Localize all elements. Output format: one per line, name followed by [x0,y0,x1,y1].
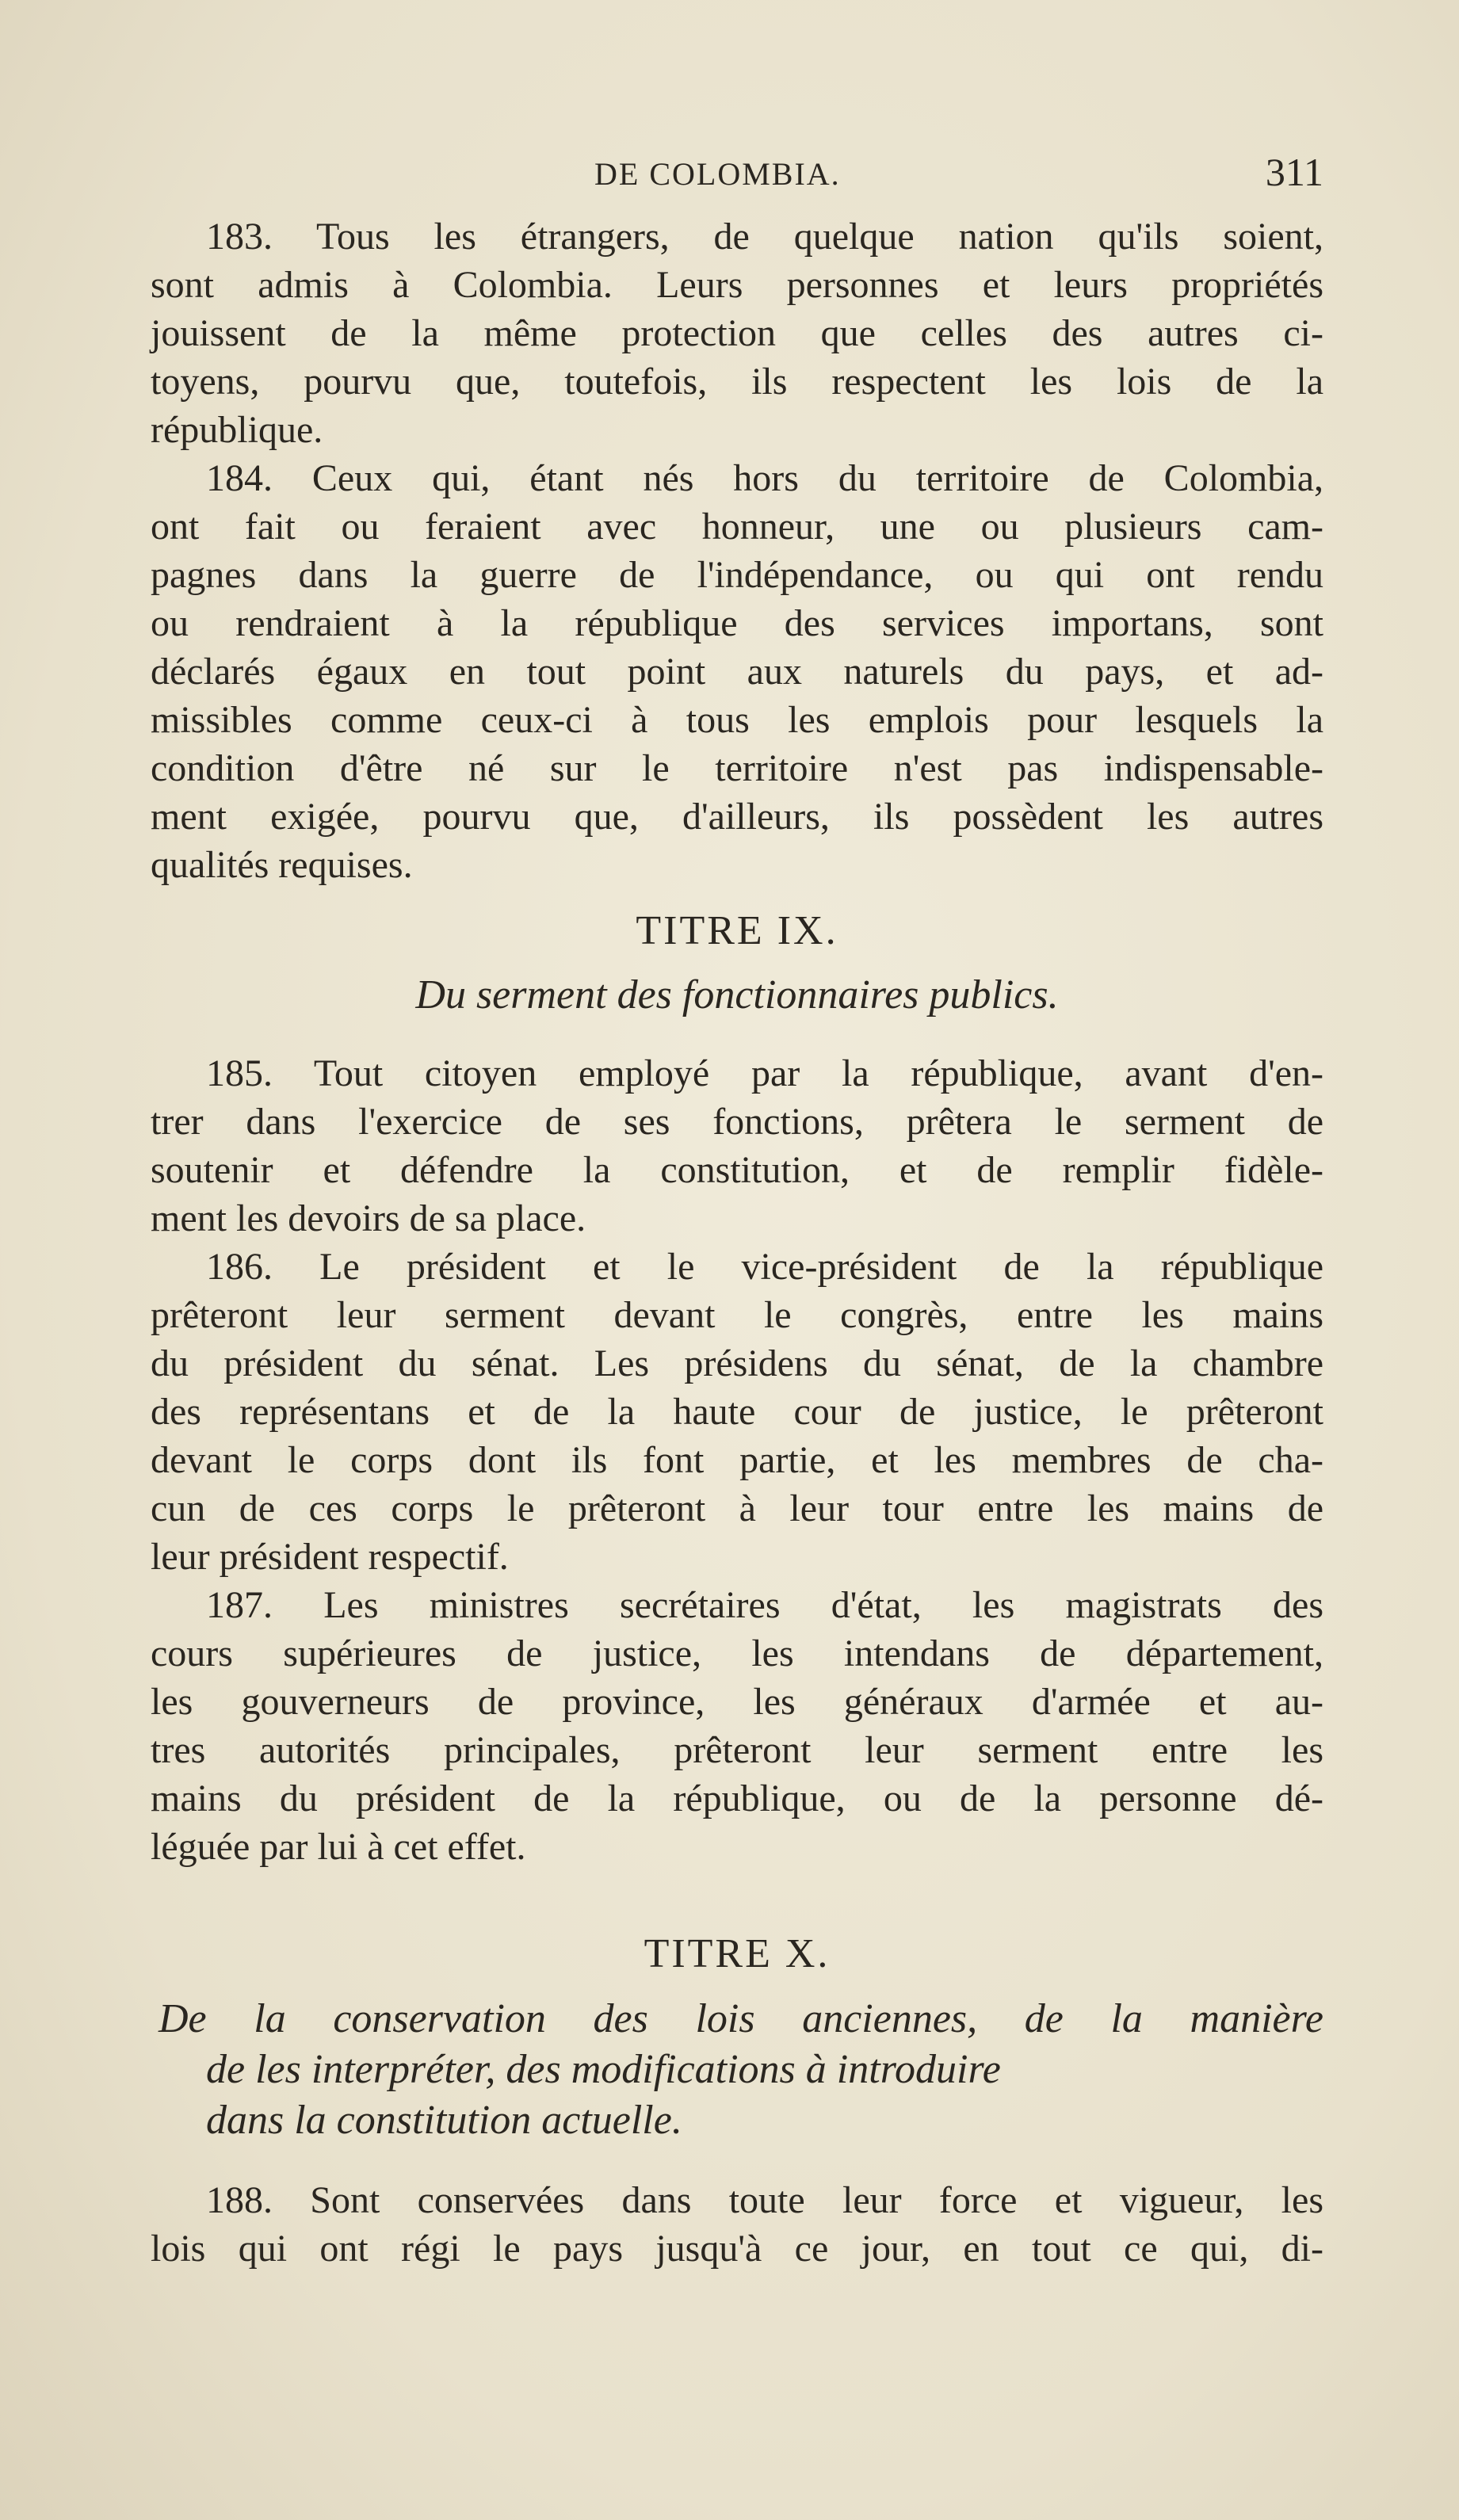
text-line: mains du président de la république, ou de la personne dé- [151,1777,1323,1819]
text-line: condition d'être né sur le territoire n'est pas indispensable- [151,747,1323,789]
article-186 [151,1243,1323,1581]
text-line: lois qui ont régi le pays jusqu'à ce jour, en tout ce qui, di- [151,2228,1323,2270]
running-head: DE COLOMBIA. [594,156,841,192]
article-187 [151,1581,1323,1871]
text-line: prêteront leur serment devant le congrès, entre les mains [151,1294,1323,1336]
text-line: pagnes dans la guerre de l'indépendance, ou qui ont rendu [151,554,1323,596]
subtitle-line: dans la constitution actuelle. [206,2098,682,2143]
text-line: cun de ces corps le prêteront à leur tour entre les mains de [151,1487,1323,1529]
titre-x-subtitle [151,1994,1323,2146]
text-line: ment exigée, pourvu que, d'ailleurs, ils possèdent les autres [151,796,1323,838]
text-line: trer dans l'exercice de ses fonctions, prêtera le serment de [151,1101,1323,1143]
article-185 [151,1049,1323,1243]
text-line: 187. Les ministres secrétaires d'état, les magistrats des [206,1584,1323,1626]
text-line: république. [151,409,323,451]
text-line: leur président respectif. [151,1536,509,1578]
text-line: léguée par lui à cet effet. [151,1826,526,1868]
text-line: cours supérieures de justice, les intendans de département, [151,1632,1323,1674]
text-line: ont fait ou feraient avec honneur, une ou plusieurs cam- [151,506,1323,548]
text-line: devant le corps dont ils font partie, et les membres de cha- [151,1439,1323,1481]
text-line: qualités requises. [151,844,413,886]
text-line: 185. Tout citoyen employé par la république, avant d'en- [206,1052,1323,1094]
text-line: missibles comme ceux-ci à tous les emplois pour lesquels la [151,699,1323,741]
text-line: 183. Tous les étrangers, de quelque nation qu'ils soient, [206,216,1323,258]
titre-ix-heading: TITRE IX. [636,908,838,953]
titre-ix-subtitle: Du serment des fonctionnaires publics. [415,972,1059,1018]
text-line: 186. Le président et le vice-président de la république [206,1246,1323,1288]
text-line: 184. Ceux qui, étant nés hors du territoire de Colombia, [206,457,1323,499]
text-line: sont admis à Colombia. Leurs personnes et leurs propriétés [151,264,1323,306]
page-header [151,150,1323,203]
article-183 [151,212,1323,454]
text-line: les gouverneurs de province, les généraux d'armée et au- [151,1681,1323,1723]
text-line: jouissent de la même protection que celles des autres ci- [151,312,1323,354]
text-line: ment les devoirs de sa place. [151,1197,586,1239]
text-line: ou rendraient à la république des services importans, sont [151,602,1323,644]
text-line: du président du sénat. Les présidens du sénat, de la chambre [151,1342,1323,1384]
article-184 [151,454,1323,889]
titre-x-heading: TITRE X. [644,1931,831,1976]
page-number: 311 [1265,150,1323,194]
body-text [151,212,1323,2273]
text-line: tres autorités principales, prêteront leur serment entre les [151,1729,1323,1771]
text-line: toyens, pourvu que, toutefois, ils respectent les lois de la [151,361,1323,403]
text-line: soutenir et défendre la constitution, et de remplir fidèle- [151,1149,1323,1191]
subtitle-line: De la conservation des lois anciennes, de la manière [159,1996,1323,2041]
text-line: déclarés égaux en tout point aux naturels du pays, et ad- [151,651,1323,693]
text-line: 188. Sont conservées dans toute leur force et vigueur, les [206,2179,1323,2221]
text-line: des représentans et de la haute cour de justice, le prêteront [151,1391,1323,1433]
article-188 [151,2176,1323,2273]
subtitle-line: de les interpréter, des modifications à introduire [206,2047,1001,2092]
